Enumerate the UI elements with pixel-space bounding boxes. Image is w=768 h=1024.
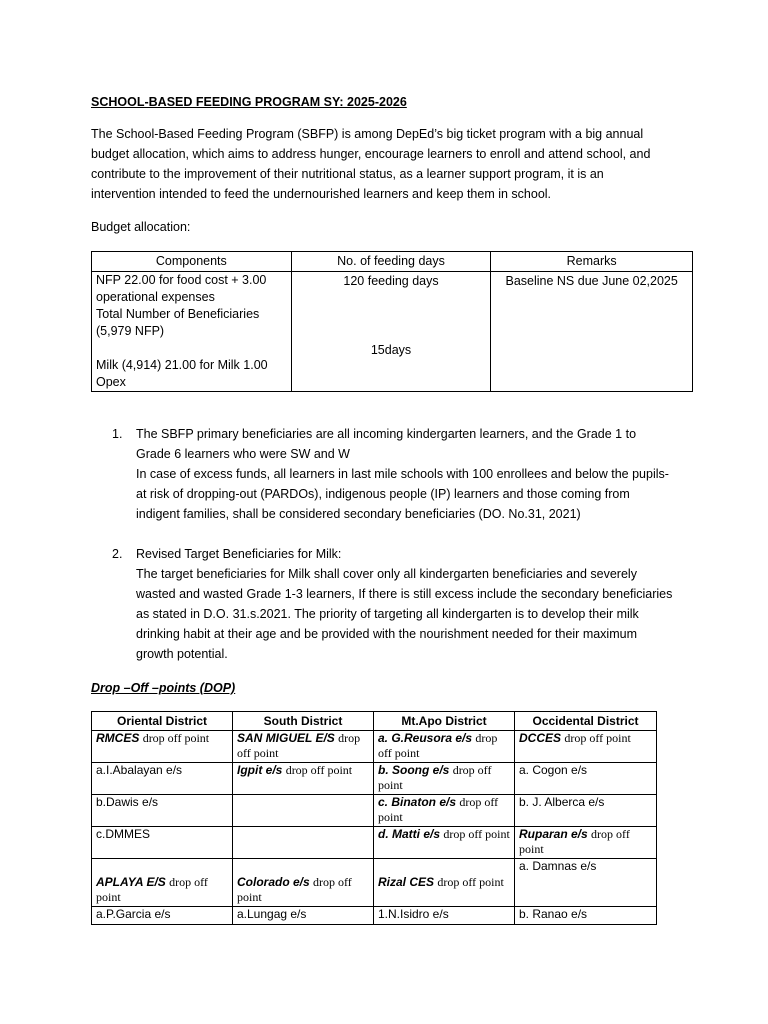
dop-header: South District (233, 712, 374, 731)
dop-suffix: drop off point (285, 763, 353, 777)
dop-header-row (92, 712, 657, 731)
budget-components-cell (92, 272, 292, 392)
dop-cell (92, 827, 233, 859)
dop-cell (233, 859, 374, 907)
dop-school-name: Colorado e/s (237, 875, 310, 889)
budget-row (92, 272, 693, 392)
dop-header: Occidental District (515, 712, 657, 731)
dop-suffix: drop off point (237, 731, 361, 760)
dop-school-name: SAN MIGUEL E/S (237, 731, 335, 745)
budget-feeding-days-cell (291, 272, 491, 392)
dop-cell (374, 795, 515, 827)
dop-school-name: c.DMMES (96, 827, 150, 841)
feeding-days-value: 120 feeding days (343, 274, 439, 288)
document-title: SCHOOL-BASED FEEDING PROGRAM SY: 2025-2026 (91, 95, 407, 109)
dop-cell-spacer (237, 859, 369, 875)
dop-school-name: APLAYA E/S (96, 875, 166, 889)
dop-school-name: DCCES (519, 731, 562, 745)
dop-cell (374, 859, 515, 907)
components-line: operational expenses (96, 290, 215, 304)
list-line: The SBFP primary beneficiaries are all incoming kindergarten learners, and the Grade 1 to (136, 427, 637, 441)
dop-school-name: a.P.Garcia e/s (96, 907, 171, 921)
dop-school-name: c. Binaton e/s (378, 795, 457, 809)
dop-cell (374, 731, 515, 763)
dop-school-name: a. Damnas e/s (519, 859, 597, 873)
feeding-days-value: 15days (370, 343, 412, 357)
dop-row (92, 907, 657, 925)
budget-remarks-cell (491, 272, 693, 392)
dop-cell (92, 795, 233, 827)
dop-cell (515, 731, 657, 763)
dop-cell (92, 731, 233, 763)
dop-school-name: b. Soong e/s (378, 763, 450, 777)
dop-header: Mt.Apo District (374, 712, 515, 731)
dop-suffix: drop off point (96, 875, 208, 904)
list-line: Grade 6 learners who were SW and W (136, 447, 350, 461)
dop-school-name: d. Matti e/s (378, 827, 441, 841)
budget-label: Budget allocation: (91, 220, 191, 234)
dop-school-name: b.Dawis e/s (96, 795, 159, 809)
dop-row (92, 827, 657, 859)
dop-header: Oriental District (92, 712, 233, 731)
dop-school-name: a.I.Abalayan e/s (96, 763, 183, 777)
list-line: wasted and wasted Grade 1-3 learners, If there is still excess include the secondary beneficiaries (136, 587, 673, 601)
dop-cell (515, 763, 657, 795)
components-spacer (96, 340, 287, 357)
dop-table (91, 711, 657, 925)
intro-line: budget allocation, which aims to address hunger, encourage learners to enroll and attend school, and (91, 147, 651, 161)
dop-school-name: Ruparan e/s (519, 827, 588, 841)
budget-header-row (92, 252, 693, 272)
dop-suffix: drop off point (237, 875, 352, 904)
intro-line: intervention intended to feed the undernourished learners and keep them in school. (91, 187, 552, 201)
list-line: In case of excess funds, all learners in last mile schools with 100 enrollees and below the pupils- (136, 467, 669, 481)
dop-cell (92, 859, 233, 907)
list-line: The target beneficiaries for Milk shall cover only all kindergarten beneficiaries and severely (136, 567, 637, 581)
list-number: 2. (112, 547, 123, 561)
list-body (136, 424, 696, 524)
dop-cell (374, 763, 515, 795)
budget-header: Remarks (491, 252, 693, 272)
dop-cell (92, 763, 233, 795)
list-line: indigent families, shall be considered secondary beneficiaries (DO. No.31, 2021) (136, 507, 581, 521)
components-line: Total Number of Beneficiaries (96, 307, 260, 321)
dop-cell (233, 731, 374, 763)
dop-school-name: RMCES (96, 731, 140, 745)
budget-table (91, 251, 693, 392)
dop-row (92, 731, 657, 763)
dop-row (92, 859, 657, 907)
dop-school-name: b. Ranao e/s (519, 907, 588, 921)
dop-cell (233, 763, 374, 795)
dop-cell-spacer (96, 859, 228, 875)
intro-line: The School-Based Feeding Program (SBFP) is among DepEd’s big ticket program with a big annual (91, 127, 644, 141)
dop-cell (515, 859, 657, 907)
list-line: growth potential. (136, 647, 228, 661)
dop-school-name: b. J. Alberca e/s (519, 795, 605, 809)
list-line: as stated in D.O. 31.s.2021. The priority of targeting all kindergarten is to develop their milk (136, 607, 639, 621)
dop-cell (374, 827, 515, 859)
remarks-value: Baseline NS due June 02,2025 (505, 274, 678, 288)
dop-cell (92, 907, 233, 925)
dop-suffix: drop off point (519, 827, 630, 856)
dop-row (92, 795, 657, 827)
components-line: Milk (4,914) 21.00 for Milk 1.00 (96, 358, 268, 372)
dop-school-name: a.Lungag e/s (237, 907, 307, 921)
dop-suffix: drop off point (378, 731, 498, 760)
dop-suffix: drop off point (378, 763, 492, 792)
list-body (136, 544, 696, 664)
dop-cell (374, 907, 515, 925)
dop-cell (515, 795, 657, 827)
budget-header: Components (92, 252, 292, 272)
components-line: Opex (96, 375, 126, 389)
dop-heading: Drop –Off –points (DOP) (91, 681, 236, 695)
dop-cell (233, 907, 374, 925)
dop-school-name: a. G.Reusora e/s (378, 731, 473, 745)
dop-row (92, 763, 657, 795)
dop-school-name: a. Cogon e/s (519, 763, 588, 777)
dop-school-name: Rizal CES (378, 875, 435, 889)
dop-suffix: drop off point (564, 731, 631, 745)
intro-paragraph (91, 124, 691, 204)
dop-cell-spacer (378, 859, 510, 875)
dop-suffix: drop off point (142, 731, 210, 745)
components-line: (5,979 NFP) (96, 324, 165, 338)
intro-line: contribute to the improvement of their nutritional status, as a learner support program, it is an (91, 167, 604, 181)
list-line: Revised Target Beneficiaries for Milk: (136, 547, 342, 561)
budget-header: No. of feeding days (291, 252, 491, 272)
dop-suffix: drop off point (378, 795, 499, 824)
dop-suffix: drop off point (437, 875, 504, 889)
dop-school-name: 1.N.Isidro e/s (378, 907, 449, 921)
dop-school-name: Igpit e/s (237, 763, 283, 777)
dop-suffix: drop off point (443, 827, 510, 841)
list-line: drinking habit at their age and be provided with the nourishment needed for their maximum (136, 627, 637, 641)
dop-cell (515, 907, 657, 925)
list-line: at risk of dropping-out (PARDOs), indigenous people (IP) learners and those coming from (136, 487, 630, 501)
list-number: 1. (112, 427, 123, 441)
components-line: NFP 22.00 for food cost + 3.00 (96, 273, 267, 287)
dop-cell (233, 795, 374, 827)
dop-cell (515, 827, 657, 859)
dop-cell (233, 827, 374, 859)
